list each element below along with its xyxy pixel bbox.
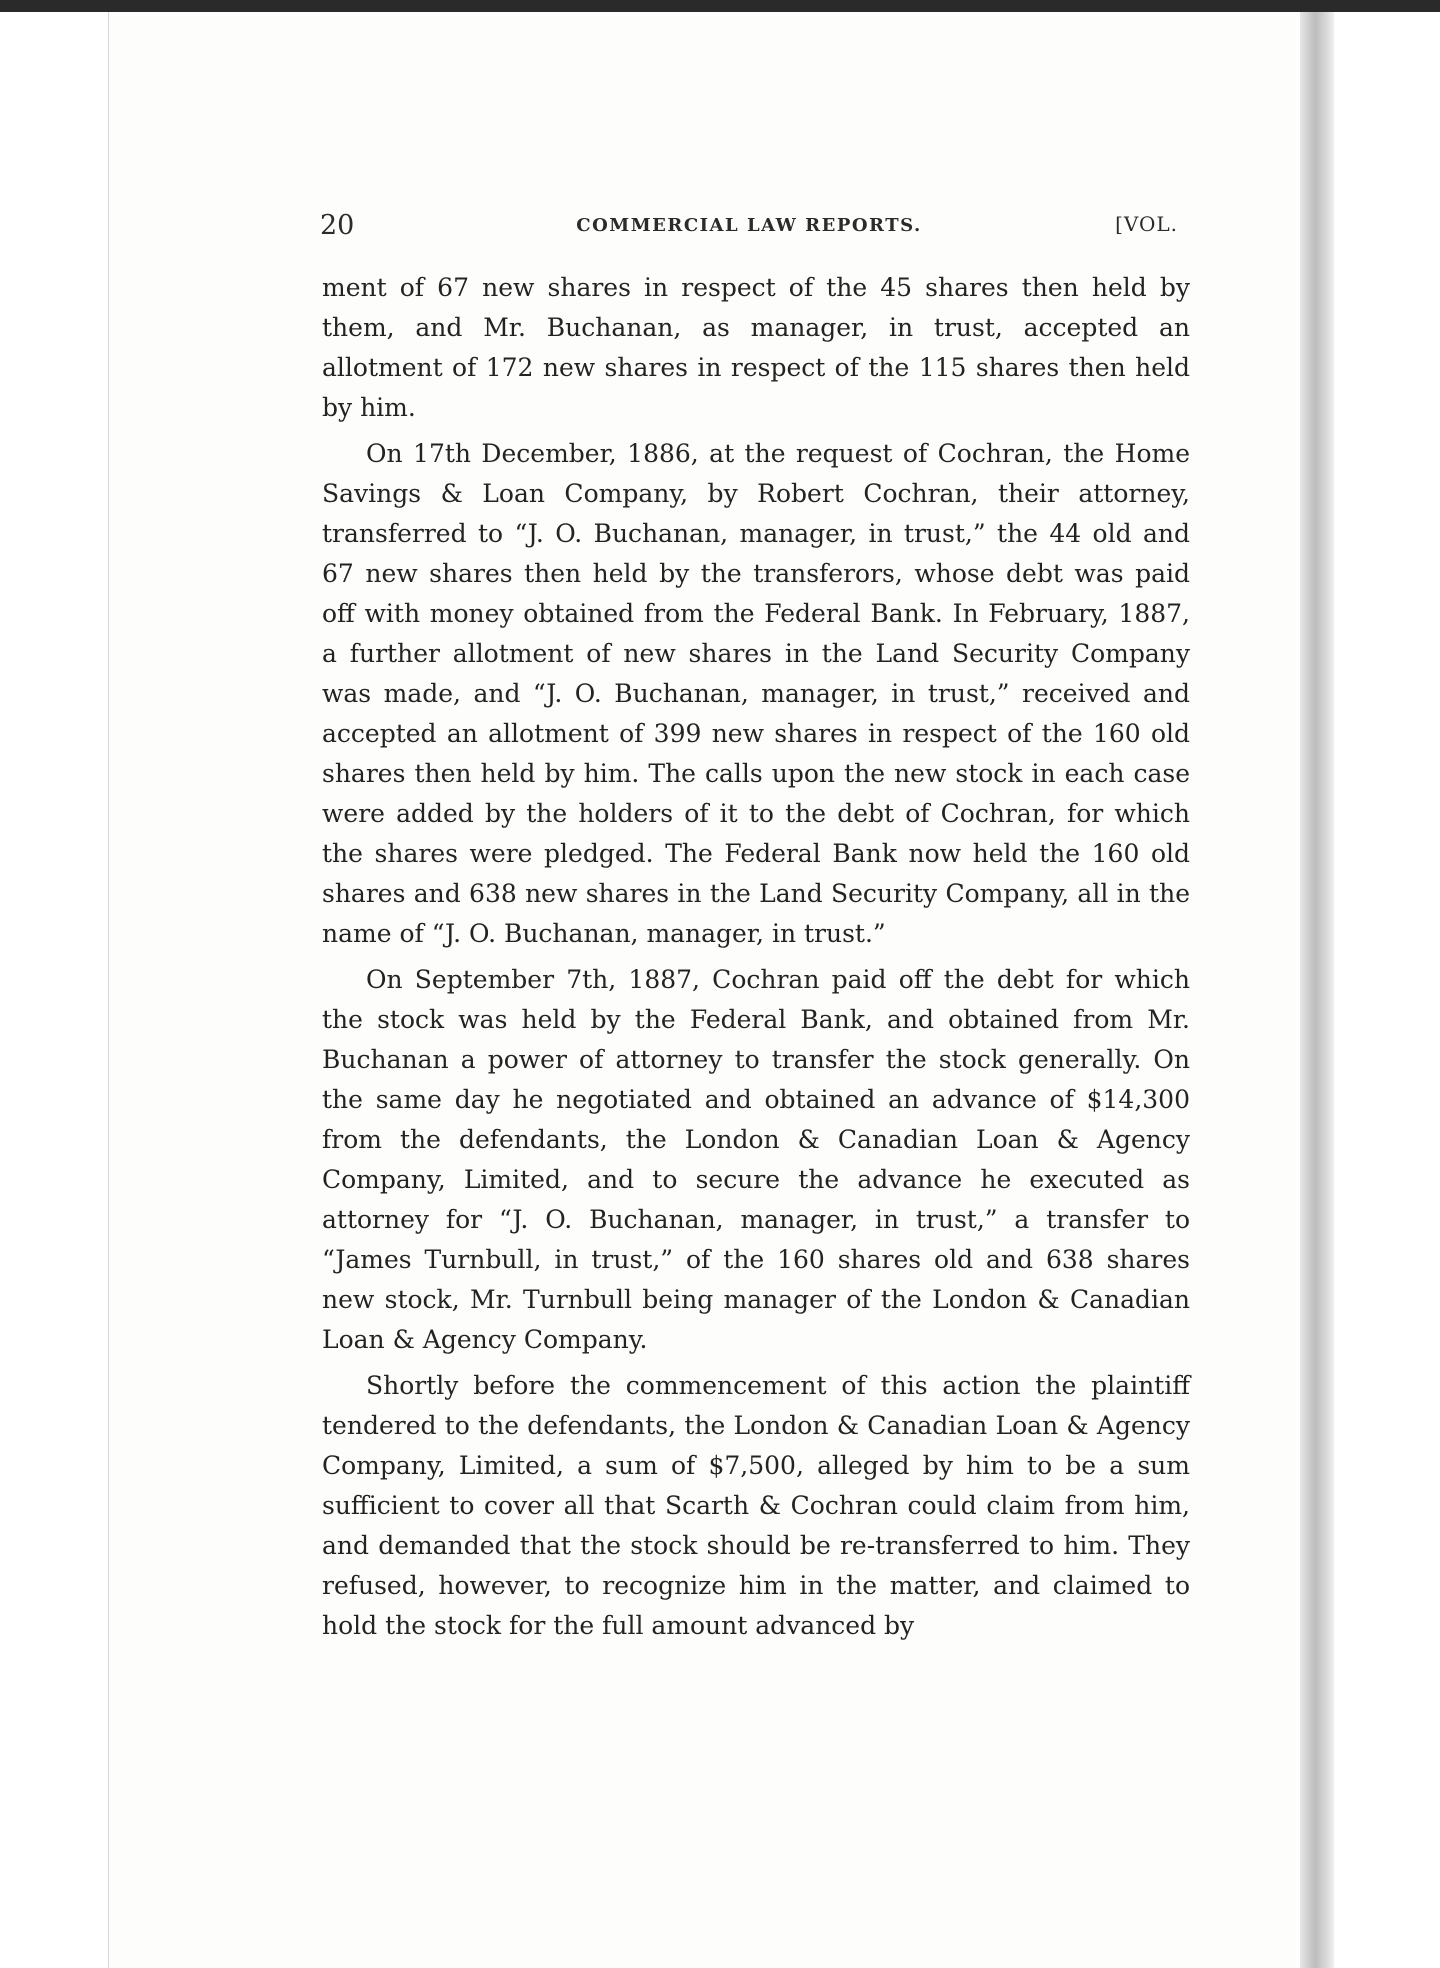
scan-top-edge (0, 0, 1440, 12)
page-gutter-shadow (1300, 12, 1334, 1968)
volume-marker: [VOL. (1115, 212, 1178, 236)
body-text (322, 268, 1190, 1646)
page-number: 20 (320, 210, 355, 241)
running-title: COMMERCIAL LAW REPORTS. (576, 215, 922, 236)
paragraph: Shortly before the commencement of this action the plaintiff tendered to the defendants, the London & Canadian Loan & Agency Company, Limited, a sum of $7,500, alleged by him to be a sum sufficient to cover all that Scarth & Cochran could claim from him, and demanded that the stock should be re-transferred to him. They refused, however, to recognize him in the matter, and claimed to hold the stock for the full amount advanced by (322, 1371, 1190, 1640)
paragraph: On September 7th, 1887, Cochran paid off the debt for which the stock was held by the Federal Bank, and obtained from Mr. Buchanan a power of attorney to transfer the stock generally. On the same day he negotiated and obtained an advance of $14,300 from the defendants, the London & Canadian Loan & Agency Company, Limited, and to secure the advance he executed as attorney for “J. O. Buchanan, manager, in trust,” a transfer to “James Turnbull, in trust,” of the 160 shares old and 638 shares new stock, Mr. Turnbull being manager of the London & Canadian Loan & Agency Company. (322, 965, 1190, 1354)
scan-right-margin (1334, 12, 1440, 1968)
scan-left-margin (0, 12, 108, 1968)
running-header (320, 210, 1178, 254)
paragraph-continuation: ment of 67 new shares in respect of the 45 shares then held by them, and Mr. Buchanan, as manager, in trust, accepted an allotment of 172 new shares in respect of the 115 shares then held by him. (322, 273, 1190, 422)
paragraph: On 17th December, 1886, at the request of Cochran, the Home Savings & Loan Company, by Robert Cochran, their attorney, transferred to “J. O. Buchanan, manager, in trust,” the 44 old and 67 new shares then held by the transferors, whose debt was paid off with money obtained from the Federal Bank. In February, 1887, a further allotment of new shares in the Land Security Company was made, and “J. O. Buchanan, manager, in trust,” received and accepted an allotment of 399 new shares in respect of the 160 old shares then held by him. The calls upon the new stock in each case were added by the holders of it to the debt of Cochran, for which the shares were pledged. The Federal Bank now held the 160 old shares and 638 new shares in the Land Security Company, all in the name of “J. O. Buchanan, manager, in trust.” (322, 439, 1190, 948)
